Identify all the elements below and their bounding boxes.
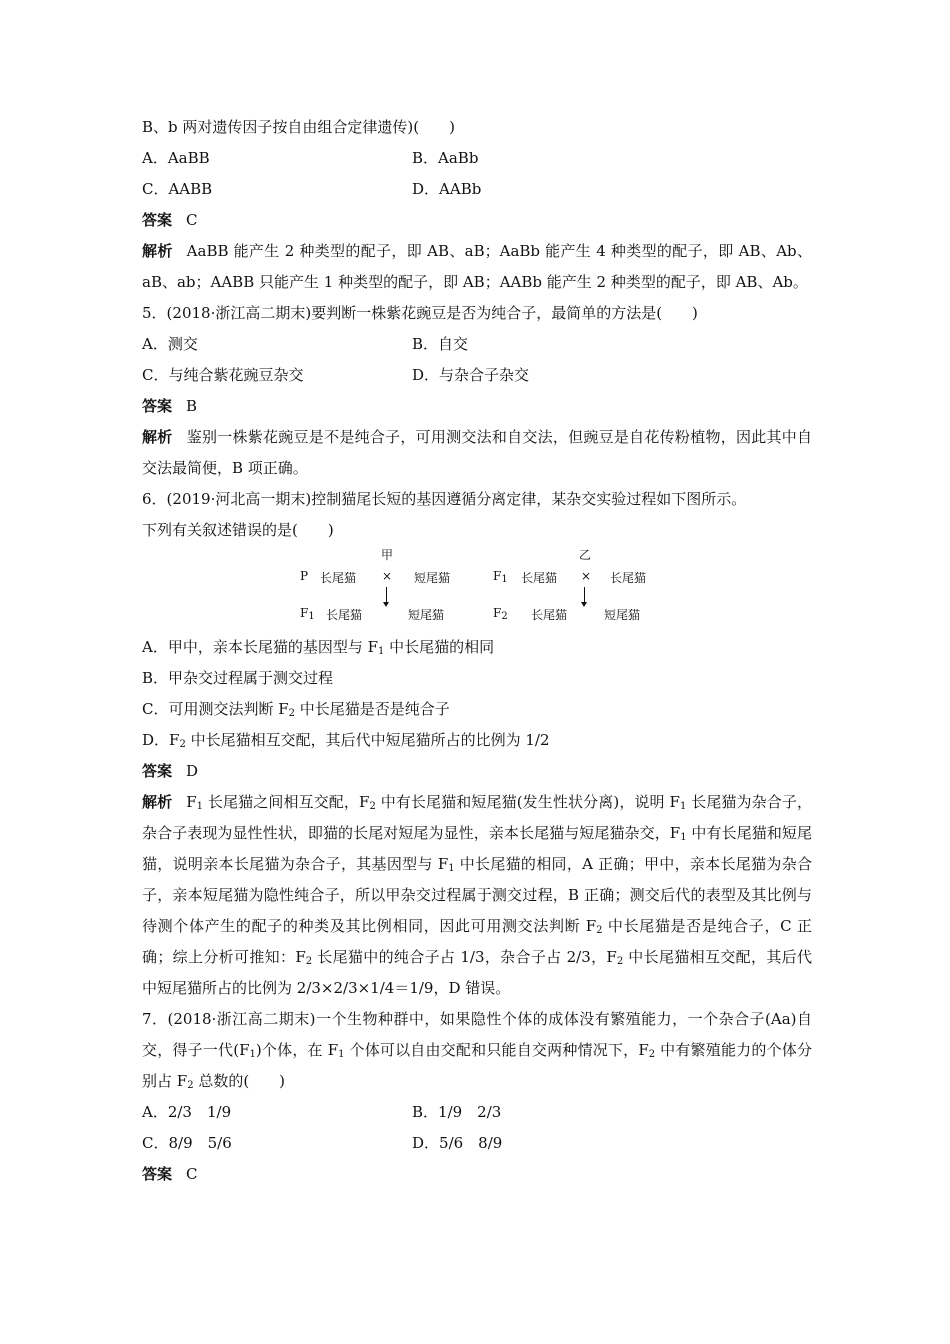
document-page	[142, 112, 812, 1190]
diagram-yi-parent-long-1: 长尾猫	[521, 571, 558, 585]
q7-option-a: A．2/3 1/9	[142, 1103, 232, 1121]
diagram-jia-offspring-label: $F_1$	[300, 606, 315, 622]
q4-option-c: C．AABB	[142, 180, 213, 198]
q5-stem: 5．(2018·浙江高二期末)要判断一株紫花豌豆是否为纯合子，最简单的方法是( )	[142, 304, 698, 322]
q5-option-b: B．自交	[412, 335, 469, 353]
diagram-yi-parent-long-2: 长尾猫	[610, 571, 647, 585]
analysis-text: AaBB 能产生 2 种类型的配子，即 AB、aB；AaBb 能产生 4 种类型的配子，即 AB、Ab、aB、ab；AABB 只能产生 1 种类型的配子，即 AB；AABb 能产生 2 种类型的配子，即 AB、Ab。	[142, 242, 812, 291]
answer-value: C	[186, 1165, 198, 1183]
q4-answer	[142, 205, 812, 236]
q7-answer	[142, 1159, 812, 1190]
q6-option-b: B．甲杂交过程属于测交过程	[142, 669, 334, 687]
analysis-label: 解析	[142, 242, 173, 260]
q6-stem-line2: 下列有关叙述错误的是( )	[142, 521, 334, 539]
q7-option-c: C．8/9 5/6	[142, 1134, 232, 1152]
q6-option-a: A．甲中，亲本长尾猫的基因型与 $F_1$ 中长尾猫的相同	[142, 638, 495, 657]
diagram-yi-cross: ×	[581, 569, 592, 583]
q5-answer	[142, 391, 812, 422]
q7-option-b: B．1/9 2/3	[412, 1103, 502, 1121]
diagram-jia-offspring-short: 短尾猫	[408, 608, 445, 622]
diagram-yi-gen-label: $F_1$	[493, 569, 508, 585]
diagram-jia-parent-long: 长尾猫	[320, 571, 357, 585]
diagram-yi-arrow	[584, 587, 585, 603]
answer-label: 答案	[142, 397, 173, 415]
answer-label: 答案	[142, 1165, 173, 1183]
q5-option-c: C．与纯合紫花豌豆杂交	[142, 366, 304, 384]
diagram-jia-cross: ×	[382, 569, 393, 583]
diagram-label-yi: 乙	[579, 548, 592, 562]
q4-options-row1	[142, 143, 812, 174]
q4-options-row2	[142, 174, 812, 205]
analysis-text: 鉴别一株紫花豌豆是不是纯合子，可用测交法和自交法，但豌豆是自花传粉植物，因此其中自交法最简便，B 项正确。	[142, 428, 812, 477]
q4-option-b: B．AaBb	[412, 149, 479, 167]
cross-diagram	[142, 546, 812, 632]
q7-options-row1	[142, 1097, 812, 1128]
q4-analysis	[142, 236, 812, 298]
q6-stem-line1: 6．(2019·河北高一期末)控制猫尾长短的基因遵循分离定律，某杂交实验过程如下图所示。	[142, 490, 747, 508]
answer-value: D	[186, 762, 199, 780]
diagram-yi-offspring-short: 短尾猫	[604, 608, 641, 622]
diagram-p-label: P	[300, 569, 309, 583]
q4-option-a: A．AaBB	[142, 149, 210, 167]
diagram-yi-offspring-long: 长尾猫	[531, 608, 568, 622]
q5-option-a: A．测交	[142, 335, 198, 353]
diagram-jia-arrow	[386, 587, 387, 603]
q6-analysis: 解析 $F_1$ 长尾猫之间相互交配，$F_2$ 中有长尾猫和短尾猫(发生性状分离)，说明 $F_1$ 长尾猫为杂合子，杂合子表现为显性性状，即猫的长尾对短尾为显性，亲本长尾猫与短尾猫杂交，$F_1$ 中有长尾猫和短尾猫，说明亲本长尾猫为杂合子，其基因型与 $F_1$ 中长尾猫的相同，A 正确；甲中，亲本长尾猫为杂合子，亲本短尾猫为隐性纯合子，所以甲杂交过程属于测交过程，B 正确；测交后代的表型及其比例与待测个体产生的配子的种类及其比例相同，因此可用测交法判断 $F_2$ 中长尾猫是否是纯合子，C 正确；综上分析可推知：$F_2$ 长尾猫中的纯合子占 1/3，杂合子占 2/3，$F_2$ 中长尾猫相互交配，其后代中短尾猫所占的比例为 2/3×2/3×1/4＝1/9，D 错误。	[142, 793, 813, 997]
answer-value: B	[186, 397, 198, 415]
diagram-yi-offspring-label: $F_2$	[493, 606, 508, 622]
analysis-label: 解析	[142, 428, 173, 446]
q5-options-row1	[142, 329, 812, 360]
q5-analysis	[142, 422, 812, 484]
diagram-jia-parent-short: 短尾猫	[414, 571, 451, 585]
diagram-label-jia: 甲	[381, 548, 394, 562]
q5-option-d: D．与杂合子杂交	[412, 366, 530, 384]
q6-answer	[142, 756, 812, 787]
q7-option-d: D．5/6 8/9	[412, 1134, 503, 1152]
q4-option-d: D．AABb	[412, 180, 482, 198]
answer-value: C	[186, 211, 198, 229]
q6-option-c: C．可用测交法判断 $F_2$ 中长尾猫是否是纯合子	[142, 700, 450, 719]
q4-stem-tail: B、b 两对遗传因子按自由组合定律遗传)( )	[142, 118, 455, 136]
answer-label: 答案	[142, 762, 173, 780]
q7-stem: 7．(2018·浙江高二期末)一个生物种群中，如果隐性个体的成体没有繁殖能力，一个杂合子(Aa)自交，得子一代$(F_1)$个体，在 $F_1$ 个体可以自由交配和只能自交两种情况下，$F_2$ 中有繁殖能力的个体分别占 $F_2$ 总数的( )	[142, 1010, 812, 1091]
answer-label: 答案	[142, 211, 173, 229]
diagram-jia-offspring-long: 长尾猫	[326, 608, 363, 622]
q6-option-d: D．$F_2$ 中长尾猫相互交配，其后代中短尾猫所占的比例为 1/2	[142, 731, 550, 750]
q5-options-row2	[142, 360, 812, 391]
q7-options-row2	[142, 1128, 812, 1159]
analysis-label: 解析	[142, 793, 173, 811]
